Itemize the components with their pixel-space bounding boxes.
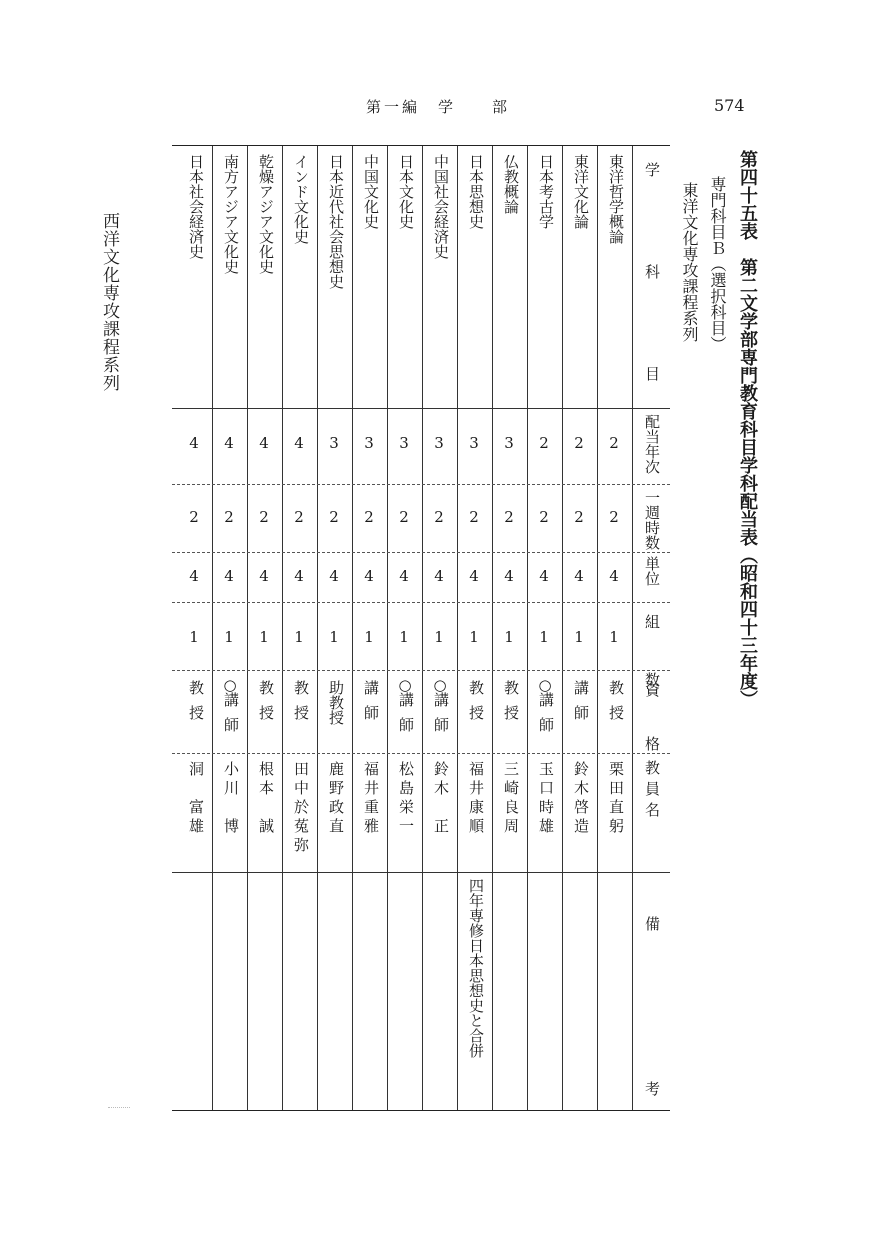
side-series-label: 西洋文化専攻課程系列 [99,212,119,392]
hours-cell: 2 [504,508,514,526]
subject-cell: 日本近代社会思想史 [327,154,345,289]
hours-cell: 2 [364,508,374,526]
credits-cell: 4 [399,567,409,585]
subject-cell: 東洋文化論 [572,154,590,229]
credits-cell: 4 [294,567,304,585]
rank-cell: 講師 [222,692,240,742]
teacher-cell: 洞 富雄 [187,761,205,837]
groups-cell: 1 [259,628,269,646]
header-rank: 資 格 [643,682,661,763]
full-time-circle-icon: ○ [396,676,414,694]
groups-cell: 1 [189,628,199,646]
credits-cell: 4 [434,567,444,585]
teacher-cell: 松島栄一 [397,761,415,837]
rank-cell: 講師 [397,692,415,742]
row-divider [172,408,670,409]
hours-cell: 2 [399,508,409,526]
column-divider [422,146,423,1110]
rank-cell: 教授 [292,680,310,730]
year-cell: 3 [434,434,444,452]
teacher-cell: 鹿野政直 [327,761,345,837]
column-divider [632,146,633,1110]
groups-cell: 1 [399,628,409,646]
table-subtitle: 専門科目Ｂ（選択科目） [708,176,727,352]
groups-cell: 1 [294,628,304,646]
hours-cell: 2 [539,508,549,526]
subject-cell: 乾燥アジア文化史 [257,154,275,274]
remarks-cell: 四年専修日本思想史と合併 [467,878,485,1058]
groups-cell: 1 [609,628,619,646]
header-remarks: 備 考 [643,916,661,1136]
credits-cell: 4 [574,567,584,585]
teacher-cell: 鈴木 正 [432,761,450,837]
column-divider [457,146,458,1110]
subject-cell: 中国社会経済史 [432,154,450,259]
curriculum-table [172,145,670,1136]
table-series-label: 東洋文化専攻課程系列 [680,182,699,342]
column-divider [562,146,563,1110]
groups-cell: 1 [329,628,339,646]
groups-cell: 1 [574,628,584,646]
credits-cell: 4 [189,567,199,585]
column-divider [282,146,283,1110]
groups-cell: 1 [504,628,514,646]
year-cell: 3 [504,434,514,452]
subject-cell: 日本文化史 [397,154,415,229]
column-divider [492,146,493,1110]
teacher-cell: 福井康順 [467,761,485,837]
subject-cell: 東洋哲学概論 [607,154,625,244]
credits-cell: 4 [504,567,514,585]
scan-edge-mark [108,1107,130,1108]
full-time-circle-icon: ○ [221,676,239,694]
credits-cell: 4 [469,567,479,585]
teacher-cell: 玉口時雄 [537,761,555,837]
teacher-cell: 鈴木啓造 [572,761,590,837]
rank-cell: 講師 [362,680,380,730]
row-divider-dashed [172,602,670,603]
hours-cell: 2 [434,508,444,526]
year-cell: 4 [294,434,304,452]
credits-cell: 4 [609,567,619,585]
year-cell: 4 [189,434,199,452]
hours-cell: 2 [609,508,619,526]
teacher-cell: 福井重雅 [362,761,380,837]
year-cell: 4 [224,434,234,452]
rank-cell: 講師 [537,692,555,742]
rank-cell: 講師 [572,680,590,730]
rank-cell: 教授 [607,680,625,730]
table-title: 第四十五表 第二文学部専門教育科目学科配当表（昭和四十三年度） [737,150,758,708]
column-divider [597,146,598,1110]
rank-cell: 教授 [257,680,275,730]
subject-cell: 仏教概論 [502,154,520,214]
subject-cell: 中国文化史 [362,154,380,229]
teacher-cell: 小川 博 [222,761,240,837]
year-cell: 2 [609,434,619,452]
row-divider-dashed [172,484,670,485]
header-groups: 組 数 [643,614,661,701]
column-divider [317,146,318,1110]
groups-cell: 1 [469,628,479,646]
hours-cell: 2 [469,508,479,526]
groups-cell: 1 [224,628,234,646]
credits-cell: 4 [224,567,234,585]
rank-cell: 教授 [467,680,485,730]
subject-cell: インド文化史 [292,154,310,244]
header-credits: 単位 [643,556,661,586]
column-divider [212,146,213,1110]
row-divider-dashed [172,670,670,671]
year-cell: 3 [329,434,339,452]
hours-cell: 2 [294,508,304,526]
hours-cell: 2 [259,508,269,526]
credits-cell: 4 [364,567,374,585]
column-divider [247,146,248,1110]
groups-cell: 1 [364,628,374,646]
row-divider-dashed [172,753,670,754]
rank-cell: 助教授 [327,680,345,725]
subject-cell: 日本社会経済史 [187,154,205,259]
row-divider-dashed [172,552,670,553]
header-year: 配当年次 [643,414,661,474]
hours-cell: 2 [189,508,199,526]
subject-cell: 南方アジア文化史 [222,154,240,274]
year-cell: 2 [574,434,584,452]
header-teacher: 教員名 [643,760,661,823]
column-divider [527,146,528,1110]
row-divider [172,872,670,873]
teacher-cell: 三崎良周 [502,761,520,837]
rank-cell: 教授 [502,680,520,730]
header-hours: 一週時数 [643,490,661,550]
year-cell: 2 [539,434,549,452]
rank-cell: 講師 [432,692,450,742]
hours-cell: 2 [329,508,339,526]
year-cell: 3 [364,434,374,452]
full-time-circle-icon: ○ [536,676,554,694]
groups-cell: 1 [434,628,444,646]
year-cell: 3 [399,434,409,452]
rank-cell: 教授 [187,680,205,730]
column-divider [352,146,353,1110]
groups-cell: 1 [539,628,549,646]
running-head: 第一編 学 部 [366,98,511,116]
column-divider [387,146,388,1110]
subject-cell: 日本思想史 [467,154,485,229]
credits-cell: 4 [259,567,269,585]
teacher-cell: 栗田直躬 [607,761,625,837]
full-time-circle-icon: ○ [431,676,449,694]
credits-cell: 4 [539,567,549,585]
year-cell: 4 [259,434,269,452]
hours-cell: 2 [224,508,234,526]
credits-cell: 4 [329,567,339,585]
header-subject: 学 科 目 [643,162,661,417]
page-number: 574 [714,96,745,115]
hours-cell: 2 [574,508,584,526]
year-cell: 3 [469,434,479,452]
teacher-cell: 田中於菟弥 [292,761,310,856]
teacher-cell: 根本 誠 [257,761,275,837]
subject-cell: 日本考古学 [537,154,555,229]
